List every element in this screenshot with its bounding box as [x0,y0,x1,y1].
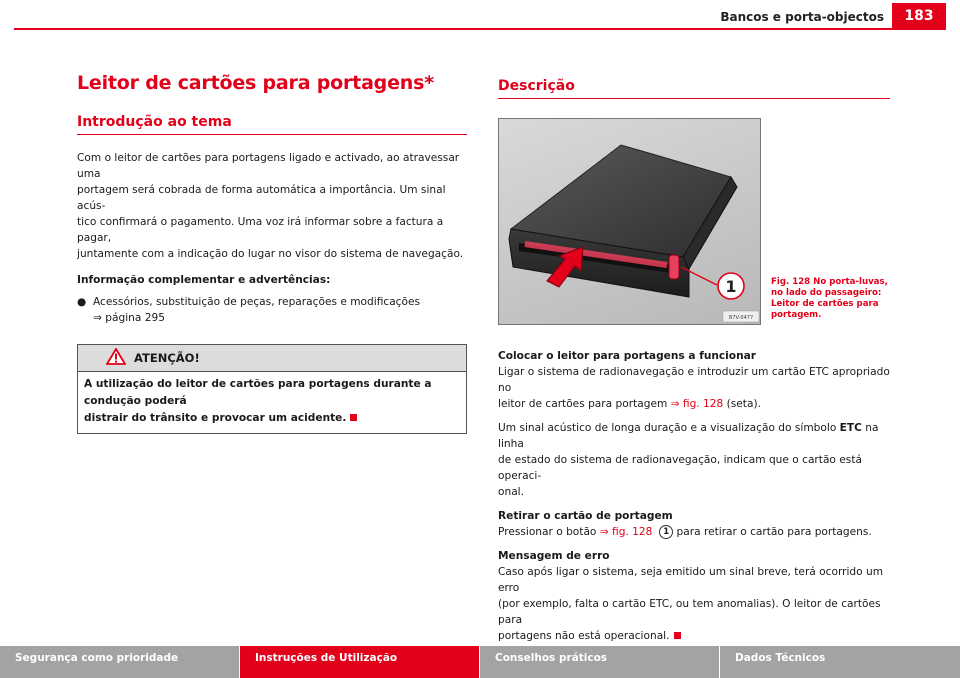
warning-text [78,372,466,433]
subheading-error: Mensagem de erro [498,550,610,562]
left-column [77,72,467,434]
paragraph-line: onal. [498,486,524,498]
figure-128-image [498,118,761,325]
section-title-intro: Introdução ao tema [77,114,467,135]
section-title-description: Descrição [498,78,890,99]
header-rule [14,28,946,30]
footer-tab-practical-tips[interactable]: Conselhos práticos [480,646,720,678]
intro-line: tico confirmará o pagamento. Uma voz irá informar sobre a factura a pagar, [77,216,444,244]
subheading-remove: Retirar o cartão de portagem [498,510,673,522]
chapter-title: Leitor de cartões para portagens* [77,72,434,94]
warning-title: ATENÇÃO! [134,351,200,365]
paragraph-line: de estado do sistema de radionavegação, indicam que o cartão está operaci- [498,454,862,482]
running-header-title: Bancos e porta-objectos [720,10,884,24]
intro-line: portagem será cobrada de forma automática a importância. Um sinal acús- [77,184,446,212]
caption-line: Leitor de cartões para [771,299,879,309]
footer-tab-technical-data[interactable]: Dados Técnicos [720,646,960,678]
paragraph-line [498,420,890,452]
bullet-text: Acessórios, substituição de peças, reparações e modificações [93,296,421,308]
intro-line: juntamente com a indicação do lugar no visor do sistema de navegação. [77,248,464,260]
paragraph-line: Caso após ligar o sistema, seja emitido um sinal breve, terá ocorrido um erro [498,566,884,594]
right-column-heading [498,78,890,114]
figure-reference-link[interactable]: ⇒ fig. 128 [599,526,653,538]
bullet-ref-arrow: ⇒ [93,312,102,324]
paragraph-remove [498,524,890,540]
bullet-reference[interactable] [93,310,420,326]
text-span: para retirar o cartão para portagens. [673,526,872,538]
footer-navigation [0,646,960,678]
bullet-item [77,294,467,326]
paragraph-line: (por exemplo, falta o cartão ETC, ou tem anomalias). O leitor de cartões para [498,598,881,626]
paragraph-activate [498,364,890,412]
end-marker-icon [350,414,357,421]
figure-reference-link[interactable]: ⇒ fig. 128 [670,398,724,410]
intro-paragraph [77,150,467,262]
paragraph-error [498,564,890,644]
bullet-dot-icon: ● [77,296,87,308]
footer-tab-operating-instructions[interactable]: Instruções de Utilização [240,646,480,678]
text-span: Pressionar o botão [498,526,600,538]
description-text [498,348,890,652]
figure-image-code: B7V-0477 [728,315,754,321]
warning-header [78,345,466,372]
caption-line: portagem. [771,310,822,320]
page-number: 183 [892,3,946,28]
paragraph-etc [498,420,890,500]
info-heading: Informação complementar e advertências: [77,274,331,286]
card-reader-illustration [499,119,761,325]
figure-caption [771,277,889,321]
paragraph-line [498,628,890,644]
figure-callout-1: 1 [725,277,737,296]
text-span: portagens não está operacional. [498,630,670,642]
footer-tab-safety[interactable]: Segurança como prioridade [0,646,240,678]
etc-symbol-text: ETC [839,422,862,434]
warning-line-last [84,410,460,427]
text-span: leitor de cartões para portagem [498,398,671,410]
paragraph-line [498,396,890,412]
subheading-activate: Colocar o leitor para portagens a funcionar [498,350,757,362]
warning-line: A utilização do leitor de cartões para portagens durante a condução poderá [84,378,432,407]
end-marker-icon [674,632,681,639]
text-span: (seta). [723,398,761,410]
warning-line: distrair do trânsito e provocar um acidente. [84,412,347,424]
warning-triangle-icon [106,348,126,369]
caption-line: Fig. 128 No porta-luvas, [771,277,888,287]
text-span: Um sinal acústico de longa duração e a visualização do símbolo [498,422,840,434]
paragraph-line: Ligar o sistema de radionavegação e introduzir um cartão ETC apropriado no [498,366,890,394]
text-span: na linha [498,422,879,450]
callout-1-icon: 1 [659,525,673,539]
warning-box [77,344,467,434]
intro-line: Com o leitor de cartões para portagens ligado e activado, ao atravessar uma [77,152,460,180]
caption-line: no lado do passageiro: [771,288,882,298]
bullet-ref-page: página 295 [105,312,165,324]
